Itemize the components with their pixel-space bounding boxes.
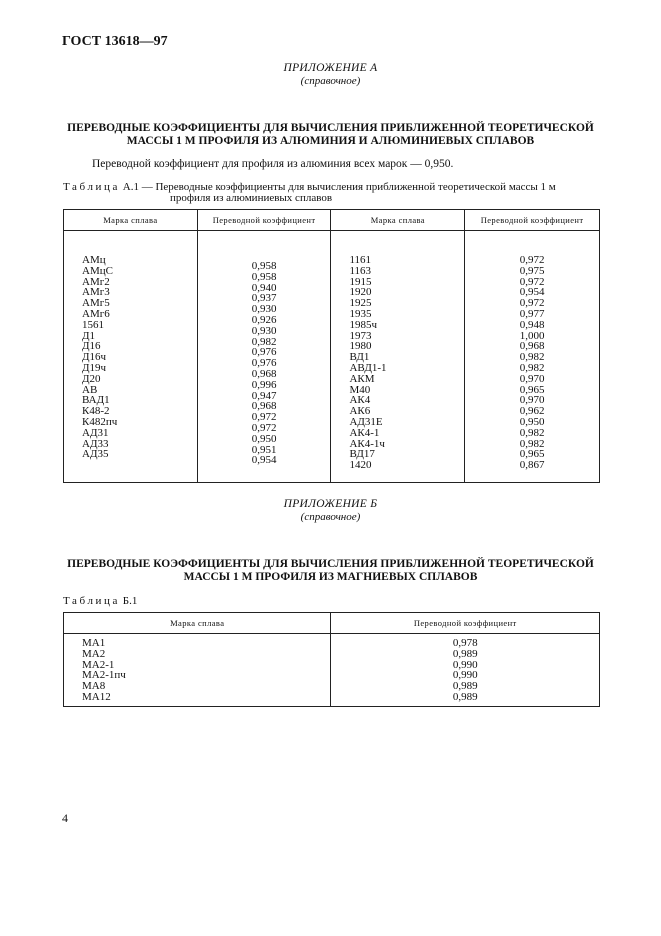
conversion-coefficient: 0,989: [452, 647, 478, 660]
alloy-grade: МА2-1: [82, 658, 115, 671]
conversion-coefficient: 0,982: [519, 437, 545, 450]
alloy-grade: 1935: [349, 307, 372, 320]
conversion-coefficient: 0,972: [251, 421, 277, 434]
alloy-grade: АМц: [82, 254, 106, 266]
alloy-grade: АД31: [82, 426, 109, 439]
alloy-grade: М40: [349, 383, 371, 396]
alloy-grade: АВД1-1: [349, 361, 387, 374]
conversion-coefficient: 0,965: [519, 448, 545, 461]
table-b1-grades: [82, 638, 330, 703]
alloy-grade: Д16: [82, 340, 101, 353]
table-a1-body-row: [64, 231, 600, 483]
conversion-coefficient: 0,972: [519, 297, 545, 310]
alloy-grade: ВД1: [349, 351, 370, 364]
table-b1-number: Б.1: [122, 595, 138, 607]
appendix-b-subtitle: (справочное): [300, 511, 361, 523]
conversion-coefficient: 0,950: [519, 415, 545, 428]
table-a1-right-coeffs: [465, 255, 599, 471]
conversion-coefficient: 0,958: [251, 260, 277, 272]
alloy-grade: 1420: [349, 459, 372, 472]
alloy-grade: АД31Е: [349, 415, 383, 428]
conversion-coefficient: 0,972: [519, 254, 545, 266]
table-a1-header-grade-right: Марка сплава: [331, 210, 465, 231]
appendix-a-heading-line1: ПЕРЕВОДНЫЕ КОЭФФИЦИЕНТЫ ДЛЯ ВЫЧИСЛЕНИЯ ПРИБЛИЖЕННОЙ ТЕОРЕТИЧЕСКОЙ: [67, 122, 594, 134]
alloy-grade: ВД17: [349, 448, 375, 461]
conversion-coefficient: 0,937: [251, 292, 277, 305]
conversion-coefficient: 0,996: [251, 378, 277, 391]
conversion-coefficient: 0,951: [251, 443, 277, 456]
table-b1-coeffs: [331, 638, 599, 703]
alloy-grade: 1973: [349, 329, 372, 342]
alloy-grade: 1980: [349, 340, 372, 353]
conversion-coefficient: 0,950: [251, 432, 277, 445]
table-a1-left-grades: [82, 255, 197, 460]
appendix-b-heading-line1: ПЕРЕВОДНЫЕ КОЭФФИЦИЕНТЫ ДЛЯ ВЫЧИСЛЕНИЯ ПРИБЛИЖЕННОЙ ТЕОРЕТИЧЕСКОЙ: [67, 558, 594, 570]
conversion-coefficient: 0,926: [251, 313, 277, 326]
alloy-grade: Д20: [82, 372, 101, 385]
alloy-grade: АКМ: [349, 372, 375, 385]
table-a1-header-coeff-left: Переводной коэффициент: [197, 210, 331, 231]
conversion-coefficient: 0,968: [519, 340, 545, 353]
conversion-coefficient: 0,989: [452, 680, 478, 693]
alloy-grade: АД33: [82, 437, 109, 450]
alloy-grade: ВАД1: [82, 394, 110, 407]
alloy-grade: МА2-1пч: [82, 669, 126, 682]
appendix-a-paragraph: Переводной коэффициент для профиля из алюминия всех марок — 0,950.: [92, 158, 454, 170]
alloy-grade: АМцС: [82, 264, 113, 277]
conversion-coefficient: 0,948: [519, 318, 545, 331]
table-a1-caption-line1: А.1 — Переводные коэффициенты для вычисления приближенной теоретической массы 1 м: [122, 181, 556, 193]
conversion-coefficient: 0,954: [519, 286, 545, 299]
alloy-grade: 1161: [349, 254, 372, 266]
conversion-coefficient: 0,990: [452, 658, 478, 671]
table-b1-header-row: [64, 613, 600, 634]
alloy-grade: 1163: [349, 264, 372, 277]
alloy-grade: МА2: [82, 647, 106, 660]
conversion-coefficient: 0,958: [251, 270, 277, 283]
conversion-coefficient: 0,972: [519, 275, 545, 288]
table-b1-header-coeff: Переводной коэффициент: [331, 613, 600, 634]
conversion-coefficient: 0,962: [519, 405, 545, 418]
table-a1-right-grades: [349, 255, 464, 471]
conversion-coefficient: 0,978: [452, 637, 478, 649]
alloy-grade: 1915: [349, 275, 372, 288]
table-a1-header-grade-left: Марка сплава: [64, 210, 198, 231]
alloy-grade: АМг2: [82, 275, 110, 288]
appendix-b-title: ПРИЛОЖЕНИЕ Б: [283, 498, 378, 510]
table-b1: [63, 612, 600, 707]
conversion-coefficient: 0,976: [251, 346, 277, 359]
conversion-coefficient: 0,977: [519, 307, 545, 320]
conversion-coefficient: 0,970: [519, 394, 545, 407]
table-a1-left-coeffs: [198, 261, 331, 466]
alloy-grade: АВ: [82, 383, 98, 396]
appendix-a-subtitle: (справочное): [300, 75, 361, 87]
conversion-coefficient: 0,930: [251, 324, 277, 337]
document-code: ГОСТ 13618—97: [62, 34, 168, 49]
conversion-coefficient: 0,982: [251, 335, 277, 348]
table-a1-caption-line2: профиля из алюминиевых сплавов: [170, 192, 333, 204]
conversion-coefficient: 0,968: [251, 367, 277, 380]
alloy-grade: МА12: [82, 690, 111, 703]
table-b1-body-row: [64, 634, 600, 707]
conversion-coefficient: 0,990: [452, 669, 478, 682]
alloy-grade: МА8: [82, 680, 106, 693]
conversion-coefficient: 0,947: [251, 389, 277, 402]
alloy-grade: 1985ч: [349, 318, 378, 331]
appendix-a-title: ПРИЛОЖЕНИЕ А: [283, 62, 378, 74]
alloy-grade: МА1: [82, 637, 106, 649]
alloy-grade: АК4-1ч: [349, 437, 385, 450]
conversion-coefficient: 0,982: [519, 351, 545, 364]
table-a1: [63, 209, 600, 483]
table-b1-caption: [63, 595, 137, 608]
alloy-grade: 1920: [349, 286, 372, 299]
alloy-grade: АК4: [349, 394, 371, 407]
conversion-coefficient: 0,976: [251, 357, 277, 370]
appendix-a-heading-line2: МАССЫ 1 М ПРОФИЛЯ ИЗ АЛЮМИНИЯ И АЛЮМИНИЕВЫХ СПЛАВОВ: [126, 135, 535, 147]
table-b1-header-grade: Марка сплава: [64, 613, 331, 634]
conversion-coefficient: 1,000: [519, 329, 545, 342]
table-a1-label: Таблица: [63, 181, 120, 193]
conversion-coefficient: 0,965: [519, 383, 545, 396]
alloy-grade: К48-2: [82, 405, 110, 418]
alloy-grade: Д1: [82, 329, 96, 342]
conversion-coefficient: 0,989: [452, 690, 478, 703]
conversion-coefficient: 0,972: [251, 411, 277, 424]
alloy-grade: АД35: [82, 448, 109, 461]
table-a1-header-coeff-right: Переводной коэффициент: [465, 210, 600, 231]
alloy-grade: 1925: [349, 297, 372, 310]
conversion-coefficient: 0,982: [519, 426, 545, 439]
conversion-coefficient: 0,970: [519, 372, 545, 385]
alloy-grade: АМг6: [82, 307, 110, 320]
page-number: 4: [62, 811, 68, 825]
alloy-grade: АК4-1: [349, 426, 380, 439]
conversion-coefficient: 0,982: [519, 361, 545, 374]
conversion-coefficient: 0,968: [251, 400, 277, 413]
alloy-grade: АК6: [349, 405, 371, 418]
alloy-grade: АМг3: [82, 286, 110, 299]
alloy-grade: Д19ч: [82, 361, 107, 374]
table-a1-header-row: [64, 210, 600, 231]
conversion-coefficient: 0,940: [251, 281, 277, 294]
alloy-grade: 1561: [82, 318, 104, 331]
conversion-coefficient: 0,975: [519, 264, 545, 277]
appendix-b-heading-line2: МАССЫ 1 М ПРОФИЛЯ ИЗ МАГНИЕВЫХ СПЛАВОВ: [183, 571, 478, 583]
alloy-grade: АМг5: [82, 297, 110, 310]
conversion-coefficient: 0,930: [251, 303, 277, 316]
conversion-coefficient: 0,867: [519, 459, 545, 472]
table-b1-label: Таблица: [63, 595, 120, 607]
conversion-coefficient: 0,954: [251, 454, 277, 467]
alloy-grade: К482пч: [82, 415, 118, 428]
alloy-grade: Д16ч: [82, 351, 107, 364]
